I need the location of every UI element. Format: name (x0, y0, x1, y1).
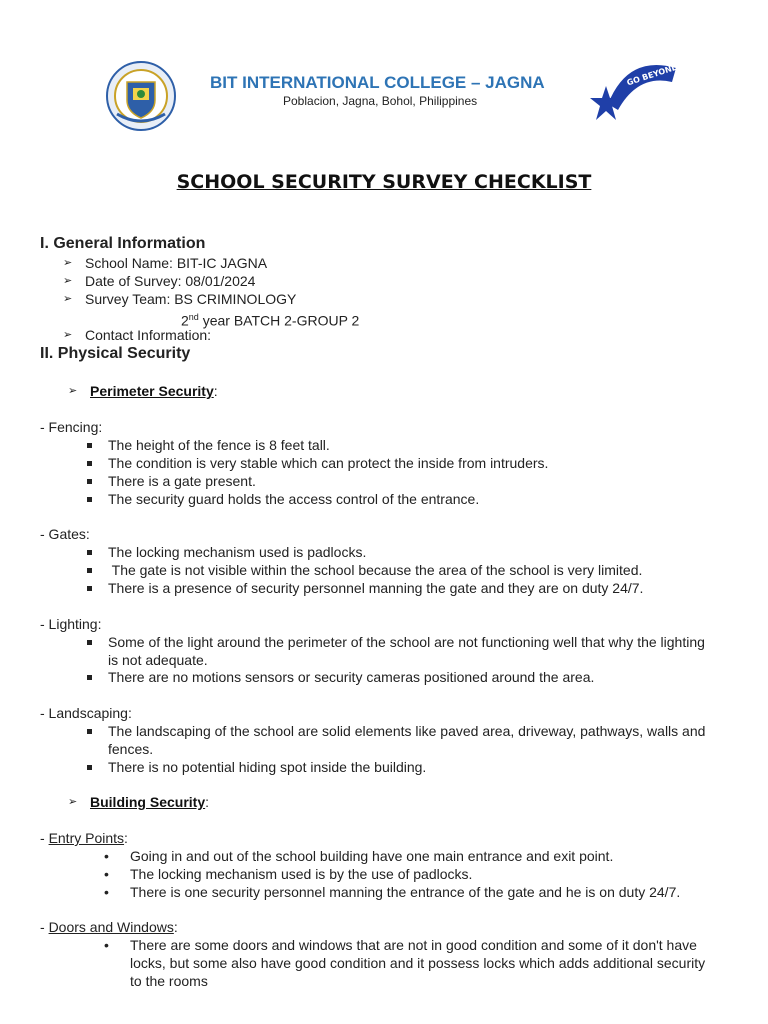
square-bullet-icon (87, 497, 92, 502)
entry-points-label: - Entry Points: (40, 830, 128, 846)
round-bullet-icon: • (104, 848, 109, 864)
list-item: ➢ Date of Survey: 08/01/2024 (63, 273, 256, 289)
list-item: The height of the fence is 8 feet tall. (108, 436, 330, 454)
list-item: • The locking mechanism used is by the use of padlocks. (104, 866, 473, 882)
list-item: There is a presence of security personnel manning the gate and they are on duty 24/7. (108, 579, 643, 597)
list-item: Some of the light around the perimeter of the school are not functioning well that why the lighting is not adequate. (108, 633, 718, 669)
list-item: There is no potential hiding spot inside the building. (108, 758, 426, 776)
survey-team-year: 2nd year BATCH 2-GROUP 2 (181, 312, 360, 329)
arrow-bullet-icon: ➢ (63, 329, 73, 341)
square-bullet-icon (87, 550, 92, 555)
list-item: • Going in and out of the school building have one main entrance and exit point. (104, 848, 614, 864)
list-item: The security guard holds the access control of the entrance. (108, 490, 479, 508)
list-item: ➢ Survey Team: BS CRIMINOLOGY (63, 291, 297, 307)
square-bullet-icon (87, 640, 92, 645)
round-bullet-icon: • (104, 866, 109, 882)
college-address: Poblacion, Jagna, Bohol, Philippines (283, 94, 478, 108)
building-security-subheading: ➢ Building Security: (68, 794, 210, 810)
list-item: The landscaping of the school are solid elements like paved area, driveway, pathways, walls and fences. (108, 722, 728, 758)
college-seal-logo (103, 60, 179, 132)
square-bullet-icon (87, 675, 92, 680)
square-bullet-icon (87, 586, 92, 591)
go-beyond-logo (588, 44, 680, 136)
square-bullet-icon (87, 461, 92, 466)
arrow-bullet-icon: ➢ (63, 275, 73, 287)
square-bullet-icon (87, 479, 92, 484)
square-bullet-icon (87, 765, 92, 770)
general-info-heading: I. General Information (40, 235, 206, 252)
list-item: The gate is not visible within the school because the area of the school is very limited. (108, 561, 642, 579)
round-bullet-icon: • (104, 884, 109, 900)
perimeter-security-subheading: ➢ Perimeter Security: (68, 383, 218, 399)
arrow-bullet-icon: ➢ (63, 293, 73, 305)
list-item: The condition is very stable which can protect the inside from intruders. (108, 454, 548, 472)
landscaping-label: - Landscaping: (40, 705, 132, 721)
go-beyond-text: GO BEYOND (625, 62, 680, 88)
list-item: ➢ School Name: BIT-IC JAGNA (63, 255, 268, 271)
fencing-label: - Fencing: (40, 419, 103, 435)
arrow-bullet-icon: ➢ (68, 796, 78, 808)
lighting-label: - Lighting: (40, 616, 102, 632)
list-item: • There are some doors and windows that are not in good condition and some of it don't have locks, but some also have good condition and it possess locks which adds additional security to the rooms (104, 937, 706, 989)
arrow-bullet-icon: ➢ (63, 257, 73, 269)
round-bullet-icon: • (104, 937, 109, 953)
list-item: The locking mechanism used is padlocks. (108, 543, 366, 561)
list-item: ➢ Contact Information: (63, 327, 212, 343)
list-item: There is a gate present. (108, 472, 256, 490)
college-name: BIT INTERNATIONAL COLLEGE – JAGNA (210, 73, 545, 92)
list-item: • There is one security personnel manning the entrance of the gate and he is on duty 24/7. (104, 884, 681, 900)
arrow-bullet-icon: ➢ (68, 385, 78, 397)
document-title: SCHOOL SECURITY SURVEY CHECKLIST (176, 171, 592, 193)
gates-label: - Gates: (40, 526, 90, 542)
physical-security-heading: II. Physical Security (40, 345, 191, 362)
square-bullet-icon (87, 443, 92, 448)
list-item: There are no motions sensors or security cameras positioned around the area. (108, 668, 594, 686)
doors-windows-label: - Doors and Windows: (40, 919, 178, 935)
square-bullet-icon (87, 729, 92, 734)
square-bullet-icon (87, 568, 92, 573)
